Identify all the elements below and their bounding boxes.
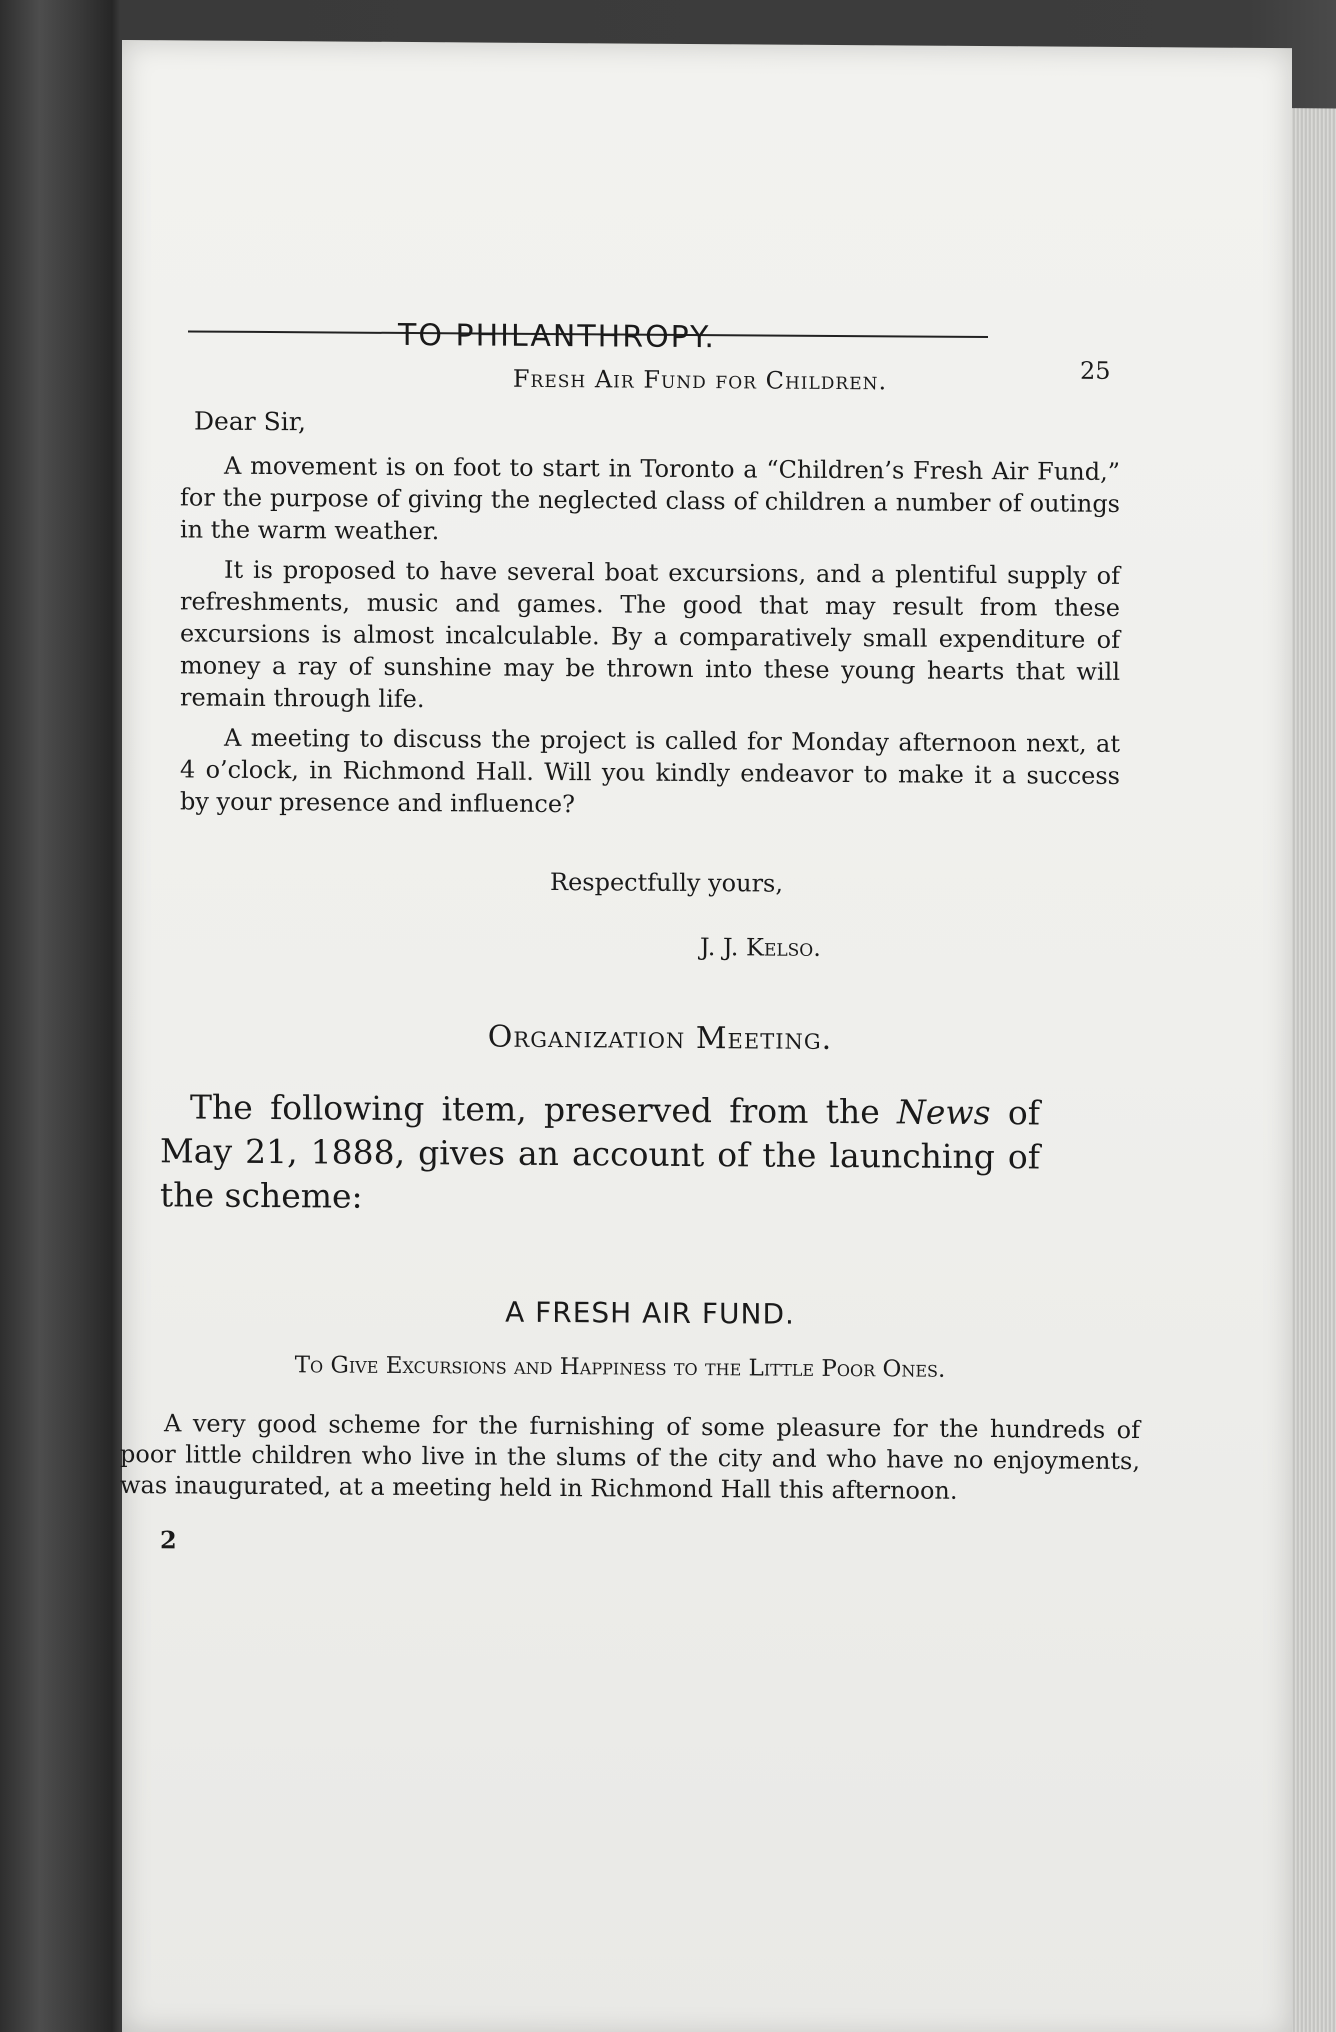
- organization-heading: Organization Meeting.: [487, 1019, 833, 1057]
- article-heading: A FRESH AIR FUND.: [505, 1295, 795, 1331]
- letter-heading: Fresh Air Fund for Children.: [512, 364, 888, 396]
- letter-paragraph: It is proposed to have several boat excursions, and a plentiful supply of refreshments, music and games. The good that may result from these excursions is almost incalculable. By a comparatively small expenditure of money a ray of sunshine may be thrown into these young hearts that will remain through life.: [180, 555, 1120, 714]
- running-head-rule: [188, 270, 988, 356]
- article-subheading: To Give Excursions and Happiness to the Little Poor Ones.: [294, 1352, 946, 1383]
- book-spine: [0, 0, 120, 2032]
- printer-signature-mark: 2: [160, 1525, 177, 1555]
- letter-closing: Respectfully yours,: [550, 867, 784, 898]
- letter-paragraph: A movement is on foot to start in Toronto a “Children’s Fresh Air Fund,” for the purpose of giving the neglected class of children a number of outings in the warm weather.: [180, 451, 1120, 546]
- letter-signature: J. J. Kelso.: [700, 933, 821, 962]
- book-page: [122, 40, 1292, 2032]
- page-edge: [1292, 108, 1336, 2032]
- lead-newspaper-name: News: [897, 1092, 991, 1133]
- letter-paragraph: A meeting to discuss the project is called for Monday afternoon next, at 4 o’clock, in Richmond Hall. Will you kindly endeavor to make it a success by your presence and influence?: [180, 723, 1120, 819]
- lead-text-after: of May 21, 1888, gives an account of the launching of the scheme:: [160, 1093, 1040, 1216]
- page-content: [120, 270, 1180, 1561]
- article-paragraph: A very good scheme for the furnishing of some pleasure for the hundreds of poor little children who live in the slums of the city and who have no enjoyments, was inaugurated, at a meeting held in Richmond Hall this afternoon.: [120, 1409, 1140, 1505]
- running-head-title: TO PHILANTHROPY.: [398, 317, 716, 356]
- organization-lead: [160, 1085, 1180, 1224]
- letter-salutation: Dear Sir,: [194, 406, 306, 437]
- page-number: 25: [1080, 356, 1111, 385]
- lead-text-before: The following item, preserved from the: [190, 1087, 898, 1132]
